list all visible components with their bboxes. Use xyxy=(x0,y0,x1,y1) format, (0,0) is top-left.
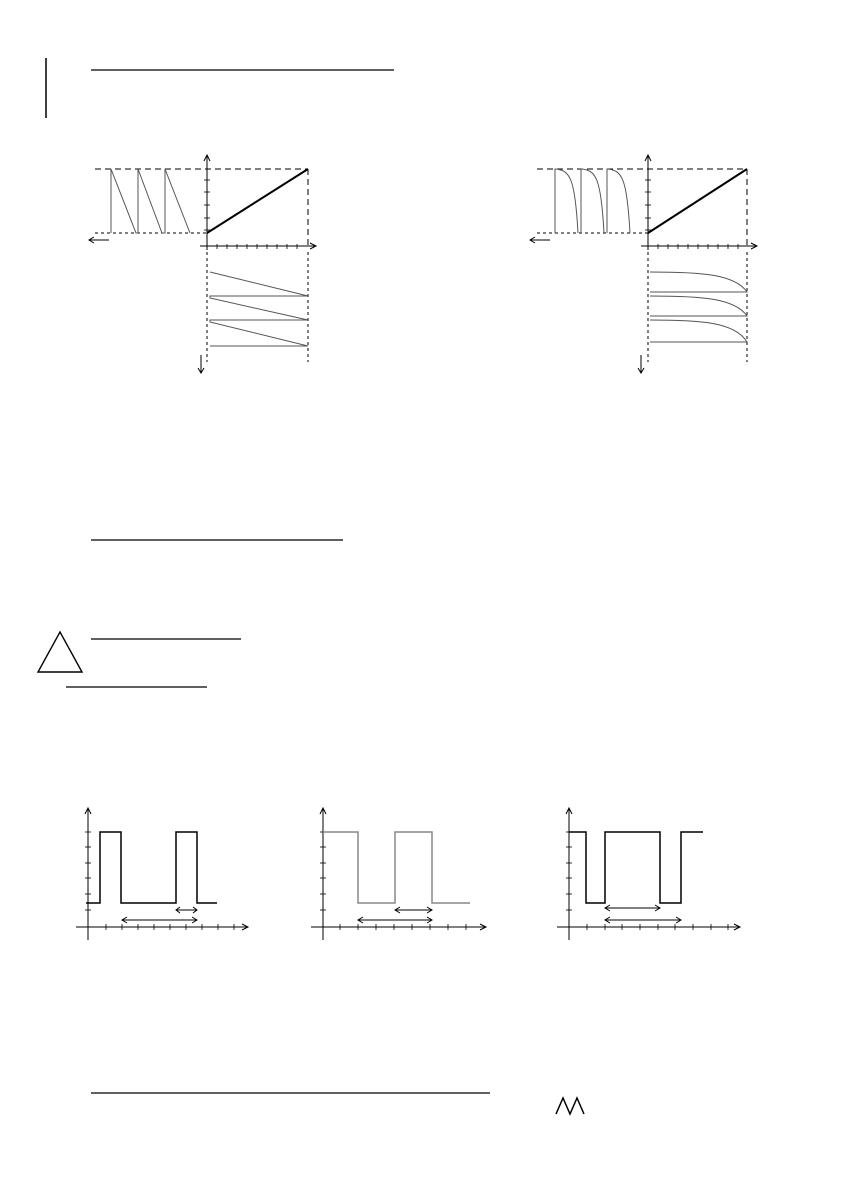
pulse-width-arrow xyxy=(605,905,660,911)
pulse-width-figure-1 xyxy=(76,808,248,940)
period-arrow xyxy=(605,917,681,923)
output-sawtooth-below xyxy=(210,272,308,346)
pulse-waveform xyxy=(569,832,703,903)
period-arrow xyxy=(358,917,432,923)
transfer-line xyxy=(648,169,747,233)
pulse-width-arrow xyxy=(395,907,432,913)
pulse-width-figure-2 xyxy=(311,808,486,940)
pulse-width-figure-3 xyxy=(557,808,740,940)
transfer-figure-exponential xyxy=(530,155,757,373)
triangle-wave-icon xyxy=(556,1098,584,1114)
transfer-figure-linear xyxy=(89,155,316,373)
warning-triangle-icon xyxy=(38,632,82,672)
pulse-width-arrow xyxy=(176,907,197,913)
input-sawtooth-left xyxy=(111,169,190,233)
period-arrow xyxy=(122,917,197,923)
pulse-waveform xyxy=(323,832,470,903)
pulse-waveform xyxy=(86,832,217,903)
output-exponential-below xyxy=(650,272,747,342)
input-exponential-left xyxy=(555,169,630,233)
transfer-line xyxy=(207,169,308,233)
